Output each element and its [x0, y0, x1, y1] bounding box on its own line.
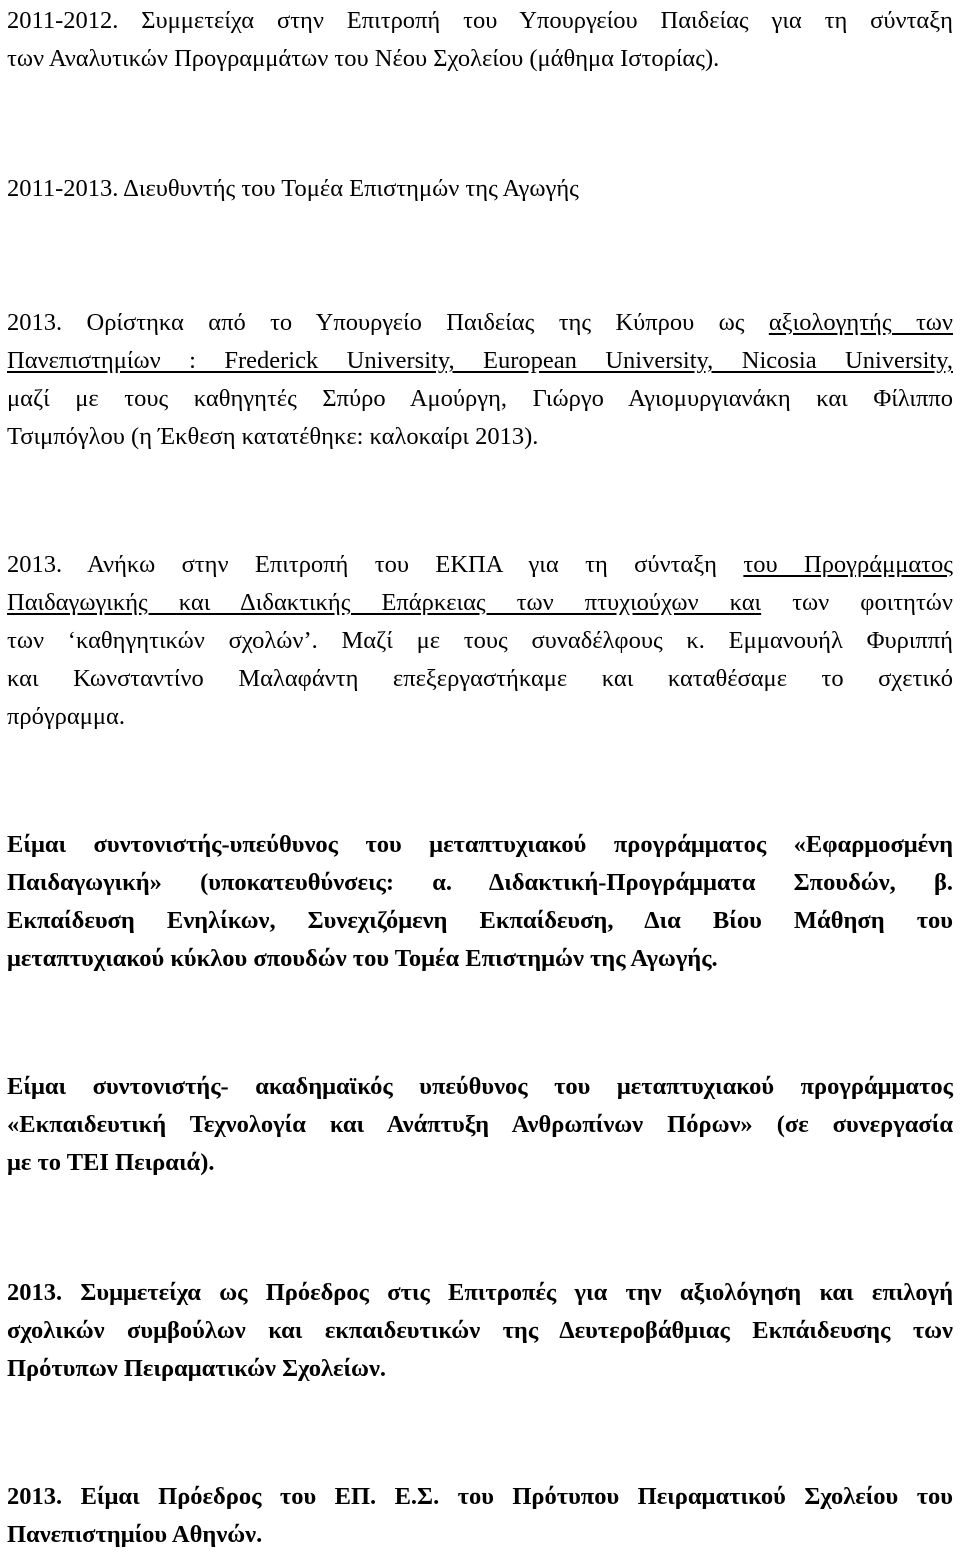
text-segment: μεταπτυχιακού κύκλου σπουδών του Τομέα Επιστημών της Αγωγής.: [7, 945, 718, 972]
text-segment: Είμαι συντονιστής- ακαδημαϊκός υπεύθυνος του μεταπτυχιακού προγράμματος: [7, 1073, 953, 1100]
paragraph-ekpa-committee: [7, 546, 953, 736]
text-line: [7, 170, 953, 208]
text-segment: με το ΤΕΙ Πειραιά).: [7, 1149, 215, 1176]
text-segment: Είμαι συντονιστής-υπεύθυνος του μεταπτυχιακού προγράμματος «Εφαρμοσμένη: [7, 831, 953, 858]
text-segment: «Εκπαιδευτική Τεχνολογία και Ανάπτυξη Ανθρωπίνων Πόρων» (σε συνεργασία: [7, 1111, 953, 1138]
text-segment: Πανεπιστημίων : Frederick University, European University, Nicosia University,: [7, 347, 953, 374]
text-line: [7, 1312, 953, 1350]
text-line: [7, 622, 953, 660]
text-line: [7, 698, 953, 736]
text-segment: των ‘καθηγητικών σχολών’. Μαζί με τους συναδέλφους κ. Εμμανουήλ Φυριππή: [7, 627, 953, 654]
text-line: [7, 40, 953, 78]
text-segment: Πανεπιστημίου Αθηνών.: [7, 1521, 263, 1548]
text-line: [7, 1478, 953, 1516]
text-line: [7, 1068, 953, 1106]
text-segment: 2013. Ανήκω στην Επιτροπή του ΕΚΠΑ για τη σύνταξη: [7, 551, 744, 578]
paragraph-university-evaluator: [7, 304, 953, 456]
text-segment: πρόγραμμα.: [7, 703, 125, 730]
text-segment: 2013. Είμαι Πρόεδρος του ΕΠ. Ε.Σ. του Πρότυπου Πειραματικού Σχολείου του: [7, 1483, 953, 1510]
text-line: [7, 1274, 953, 1312]
text-line: [7, 940, 953, 978]
text-segment: Παιδαγωγικής και Διδακτικής Επάρκειας των πτυχιούχων και: [7, 589, 762, 616]
text-line: [7, 864, 953, 902]
text-line: [7, 584, 953, 622]
text-line: [7, 902, 953, 940]
text-line: [7, 304, 953, 342]
text-segment: των φοιτητών: [761, 589, 953, 616]
text-line: [7, 418, 953, 456]
text-segment: Εκπαίδευση Ενηλίκων, Συνεχιζόμενη Εκπαίδευση, Δια Βίου Μάθηση του: [7, 907, 953, 934]
text-segment: 2013. Ορίστηκα από το Υπουργείο Παιδείας της Κύπρου ως: [7, 309, 769, 336]
text-line: [7, 546, 953, 584]
text-segment: Τσιμπόγλου (η Έκθεση κατατέθηκε: καλοκαίρι 2013).: [7, 423, 539, 450]
text-line: [7, 380, 953, 418]
paragraph-curriculum-committee: [7, 2, 953, 78]
text-segment: των Αναλυτικών Προγραμμάτων του Νέου Σχολείου (μάθημα Ιστορίας).: [7, 45, 720, 72]
paragraph-experimental-school-president: [7, 1478, 953, 1554]
text-segment: μαζί με τους καθηγητές Σπύρο Αμούργη, Γιώργο Αγιομυργιανάκη και Φίλιππο: [7, 385, 953, 412]
text-line: [7, 826, 953, 864]
text-segment: Πρότυπων Πειραματικών Σχολείων.: [7, 1355, 387, 1382]
paragraph-department-director: [7, 170, 953, 208]
text-segment: του Προγράμματος: [743, 551, 953, 578]
paragraph-school-advisors-committee: [7, 1274, 953, 1388]
text-segment: Παιδαγωγική» (υποκατευθύνσεις: α. Διδακτική-Προγράμματα Σπουδών, β.: [7, 869, 953, 896]
text-segment: 2011-2012. Συμμετείχα στην Επιτροπή του Υπουργείου Παιδείας για τη σύνταξη: [7, 7, 953, 34]
text-segment: σχολικών συμβούλων και εκπαιδευτικών της Δευτεροβάθμιας Εκπάιδευσης των: [7, 1317, 953, 1344]
text-line: [7, 342, 953, 380]
text-segment: αξιολογητής των: [768, 309, 954, 336]
paragraph-educational-technology-program: [7, 1068, 953, 1182]
text-line: [7, 660, 953, 698]
text-segment: 2011-2013. Διευθυντής του Τομέα Επιστημών της Αγωγής: [7, 175, 579, 202]
text-segment: 2013. Συμμετείχα ως Πρόεδρος στις Επιτροπές για την αξιολόγηση και επιλογή: [7, 1279, 953, 1306]
text-line: [7, 1350, 953, 1388]
text-line: [7, 2, 953, 40]
text-line: [7, 1516, 953, 1554]
paragraph-applied-pedagogy-program: [7, 826, 953, 978]
text-segment: και Κωνσταντίνο Μαλαφάντη επεξεργαστήκαμε και καταθέσαμε το σχετικό: [7, 665, 953, 692]
text-line: [7, 1106, 953, 1144]
text-line: [7, 1144, 953, 1182]
